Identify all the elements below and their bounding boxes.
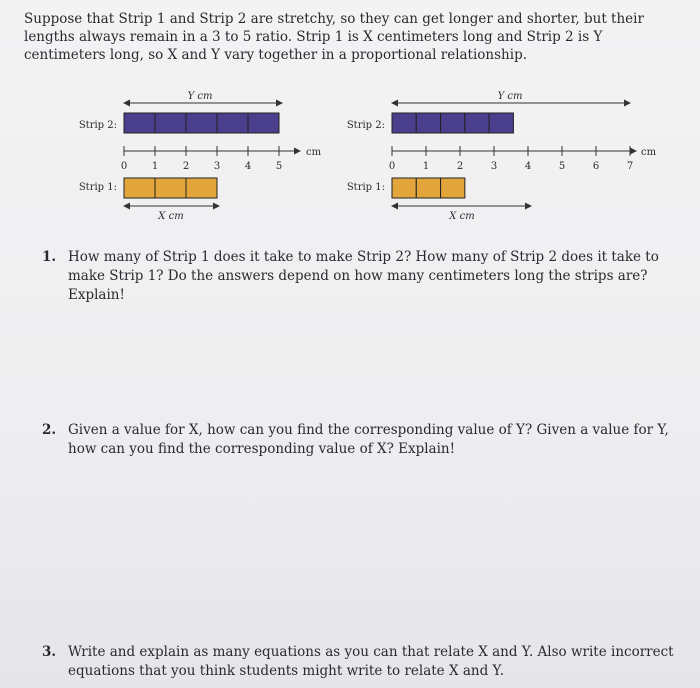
right-strip2: [392, 113, 513, 133]
right-strip2-segment: [465, 113, 489, 133]
right-strip2-segment: [441, 113, 465, 133]
question-1-text: How many of Strip 1 does it take to make Strip 2? How many of Strip 2 does it take to make Strip 1? Do the answers depend on how many centimeters long the strips are? Explain!: [68, 249, 659, 303]
left-y-label: Y cm: [187, 91, 213, 102]
left-strip2-segment: [217, 113, 248, 133]
right-tick-label: 4: [524, 161, 532, 172]
question-3-text: Write and explain as many equations as you can that relate X and Y. Also write incorrect equations that you think students might write to relate X and Y.: [68, 644, 674, 679]
intro-paragraph: Suppose that Strip 1 and Strip 2 are stretchy, so they can get longer and shorter, but their lengths always remain in a 3 to 5 ratio. Strip 1 is X centimeters long and Strip 2 is Y centimeters long, so X and Y vary together in a proportional relationship.: [24, 11, 644, 63]
left-tick-label: 4: [244, 161, 252, 172]
question-3: [42, 643, 682, 681]
left-tick-label: 5: [275, 161, 283, 172]
left-unit: cm: [306, 147, 322, 158]
left-tick-label: 0: [120, 161, 128, 172]
right-strip1-label: Strip 1:: [346, 182, 385, 193]
left-strip2-segment: [155, 113, 186, 133]
question-2-number: 2.: [42, 422, 57, 438]
left-x-label: X cm: [158, 211, 184, 222]
left-strip2: [124, 113, 279, 133]
question-2: [42, 421, 682, 459]
left-strip2-segment: [186, 113, 217, 133]
left-tick-label: 1: [151, 161, 159, 172]
right-tick-label: 1: [422, 161, 430, 172]
right-tick-label: 7: [626, 161, 634, 172]
right-strip1: [392, 178, 465, 198]
right-tick-label: 5: [558, 161, 566, 172]
right-strip2-segment: [416, 113, 440, 133]
left-strip2-label: Strip 2:: [78, 120, 117, 131]
right-ruler-ticks: [389, 146, 633, 172]
strip-diagram: [0, 0, 700, 240]
right-strip2-segment: [392, 113, 416, 133]
right-y-label: Y cm: [497, 91, 523, 102]
right-tick-label: 2: [456, 161, 464, 172]
question-1-number: 1.: [42, 249, 57, 265]
question-2-text: Given a value for X, how can you find the corresponding value of Y? Given a value for Y, how can you find the corresponding value of X? Explain!: [68, 422, 669, 457]
left-strip2-segment: [124, 113, 155, 133]
right-tick-label: 6: [592, 161, 600, 172]
right-strip1-segment: [416, 178, 440, 198]
right-tick-label: 0: [388, 161, 396, 172]
right-strip1-segment: [441, 178, 465, 198]
left-strip1-segment: [124, 178, 155, 198]
right-x-label: X cm: [449, 211, 475, 222]
question-1: [42, 248, 682, 305]
left-diagram: [79, 91, 322, 222]
left-tick-label: 2: [182, 161, 190, 172]
right-tick-label: 3: [490, 161, 498, 172]
left-strip1: [124, 178, 217, 198]
right-unit: cm: [641, 147, 657, 158]
right-strip2-label: Strip 2:: [346, 120, 385, 131]
right-strip2-segment: [489, 113, 513, 133]
left-strip1-label: Strip 1:: [78, 182, 117, 193]
left-strip1-segment: [186, 178, 217, 198]
left-tick-label: 3: [213, 161, 221, 172]
left-ruler-ticks: [121, 146, 282, 172]
question-3-number: 3.: [42, 644, 57, 660]
right-diagram: [347, 91, 657, 222]
left-strip1-segment: [155, 178, 186, 198]
left-strip2-segment: [248, 113, 279, 133]
right-strip1-segment: [392, 178, 416, 198]
